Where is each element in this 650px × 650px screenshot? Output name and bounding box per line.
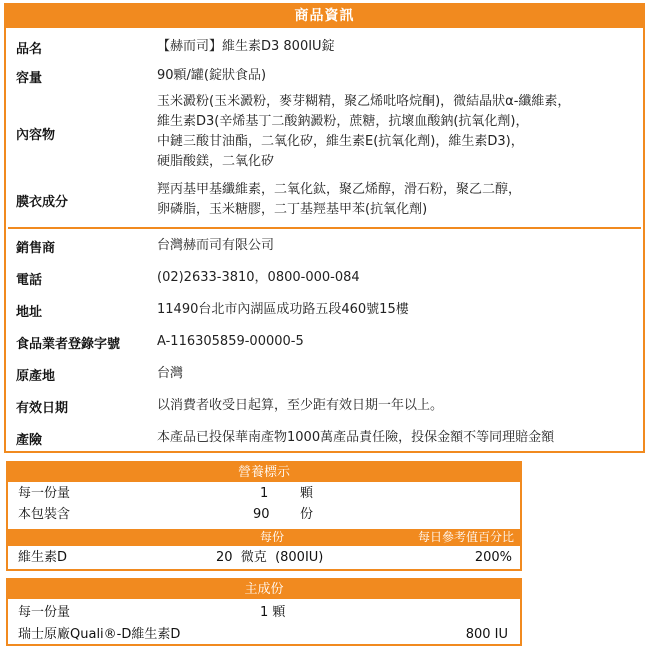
coating-line: 卵磷脂，玉米糖膠，二丁基羥基甲苯(抗氧化劑) (157, 202, 428, 217)
ingredient-item-name: 瑞士原廠Quali®-D維生素D (18, 627, 181, 642)
product-info-panel (4, 3, 645, 453)
contents-line: 維生素D3(辛烯基丁二酸鈉澱粉，蔗糖，抗壞血酸鈉(抗氧化劑)， (157, 114, 529, 129)
coating-value (157, 180, 637, 220)
package-count-row (8, 505, 520, 525)
info-row-contents (6, 91, 643, 175)
coating-label: 膜衣成分 (16, 195, 69, 210)
info-row-address (6, 299, 643, 321)
main-ingredients-panel (6, 578, 522, 646)
nutrient-daily-percent: 200% (474, 550, 512, 565)
per-serving-header: 每份 (260, 530, 285, 544)
contents-line: 硬脂酸鎂，二氧化矽 (157, 154, 275, 169)
serving-size-qty: 1 (260, 486, 269, 501)
info-row-phone (6, 267, 643, 289)
serving-size-row (8, 484, 520, 504)
contents-value (157, 92, 637, 172)
nutrition-column-headers (8, 529, 520, 546)
serving-size-unit: 顆 (300, 486, 314, 501)
nutrient-name: 維生素D (18, 550, 68, 565)
address-value: 11490台北市內湖區成功路五段460號15樓 (157, 302, 409, 317)
ingredient-item-row (8, 625, 520, 645)
serving-size-label: 每一份量 (18, 486, 71, 501)
nutrient-amount: 20 微克 (800IU) (216, 550, 324, 565)
package-count-qty: 90 (253, 507, 270, 522)
capacity-label: 容量 (16, 71, 43, 86)
seller-value: 台灣赫而司有限公司 (157, 238, 275, 253)
ingredient-serving-value: 1 顆 (260, 605, 286, 620)
expiry-label: 有效日期 (16, 401, 69, 416)
expiry-value: 以消費者收受日起算，至少距有效日期一年以上。 (157, 398, 444, 413)
nutrient-row (8, 548, 520, 568)
info-row-coating (6, 179, 643, 223)
info-row-seller (6, 235, 643, 257)
contents-label: 內容物 (16, 128, 56, 143)
product-info-title: 商品資訊 (6, 5, 643, 28)
origin-value: 台灣 (157, 366, 184, 381)
info-row-expiry (6, 395, 643, 417)
registration-value: A-116305859-00000-5 (157, 334, 304, 349)
seller-label: 銷售商 (16, 241, 56, 256)
phone-value: (02)2633-3810，0800-000-084 (157, 270, 360, 285)
capacity-value: 90顆/罐(錠狀食品) (157, 68, 267, 83)
package-count-unit: 份 (300, 507, 314, 522)
nutrition-title: 營養標示 (8, 463, 520, 482)
insurance-label: 產險 (16, 433, 43, 448)
phone-label: 電話 (16, 273, 43, 288)
ingredient-serving-label: 每一份量 (18, 605, 71, 620)
info-row-origin (6, 363, 643, 385)
insurance-value: 本產品已投保華南產物1000萬產品責任險，投保金額不等同理賠金額 (157, 430, 555, 445)
contents-line: 玉米澱粉(玉米澱粉，麥芽糊精，聚乙烯吡咯烷酮)，微結晶狀α-纖維素， (157, 94, 571, 109)
name-value: 【赫而司】維生素D3 800IU錠 (157, 39, 335, 54)
address-label: 地址 (16, 305, 43, 320)
info-row-registration (6, 331, 643, 353)
ingredient-item-value: 800 IU (465, 627, 508, 642)
coating-line: 羥丙基甲基纖維素，二氧化鈦，聚乙烯醇，滑石粉，聚乙二醇， (157, 182, 522, 197)
info-row-capacity (6, 65, 643, 87)
registration-label: 食品業者登錄字號 (16, 337, 121, 352)
ingredient-serving-row (8, 603, 520, 623)
info-row-insurance (6, 427, 643, 449)
main-ingredients-title: 主成份 (8, 580, 520, 599)
package-count-label: 本包裝含 (18, 507, 71, 522)
origin-label: 原產地 (16, 369, 56, 384)
nutrition-facts-panel (6, 461, 522, 571)
daily-value-header: 每日參考值百分比 (417, 530, 514, 544)
info-row-name (6, 36, 643, 58)
section-divider (8, 227, 641, 229)
contents-line: 中鏈三酸甘油酯，二氧化矽，維生素E(抗氧化劑)，維生素D3)， (157, 134, 524, 149)
name-label: 品名 (16, 42, 43, 57)
